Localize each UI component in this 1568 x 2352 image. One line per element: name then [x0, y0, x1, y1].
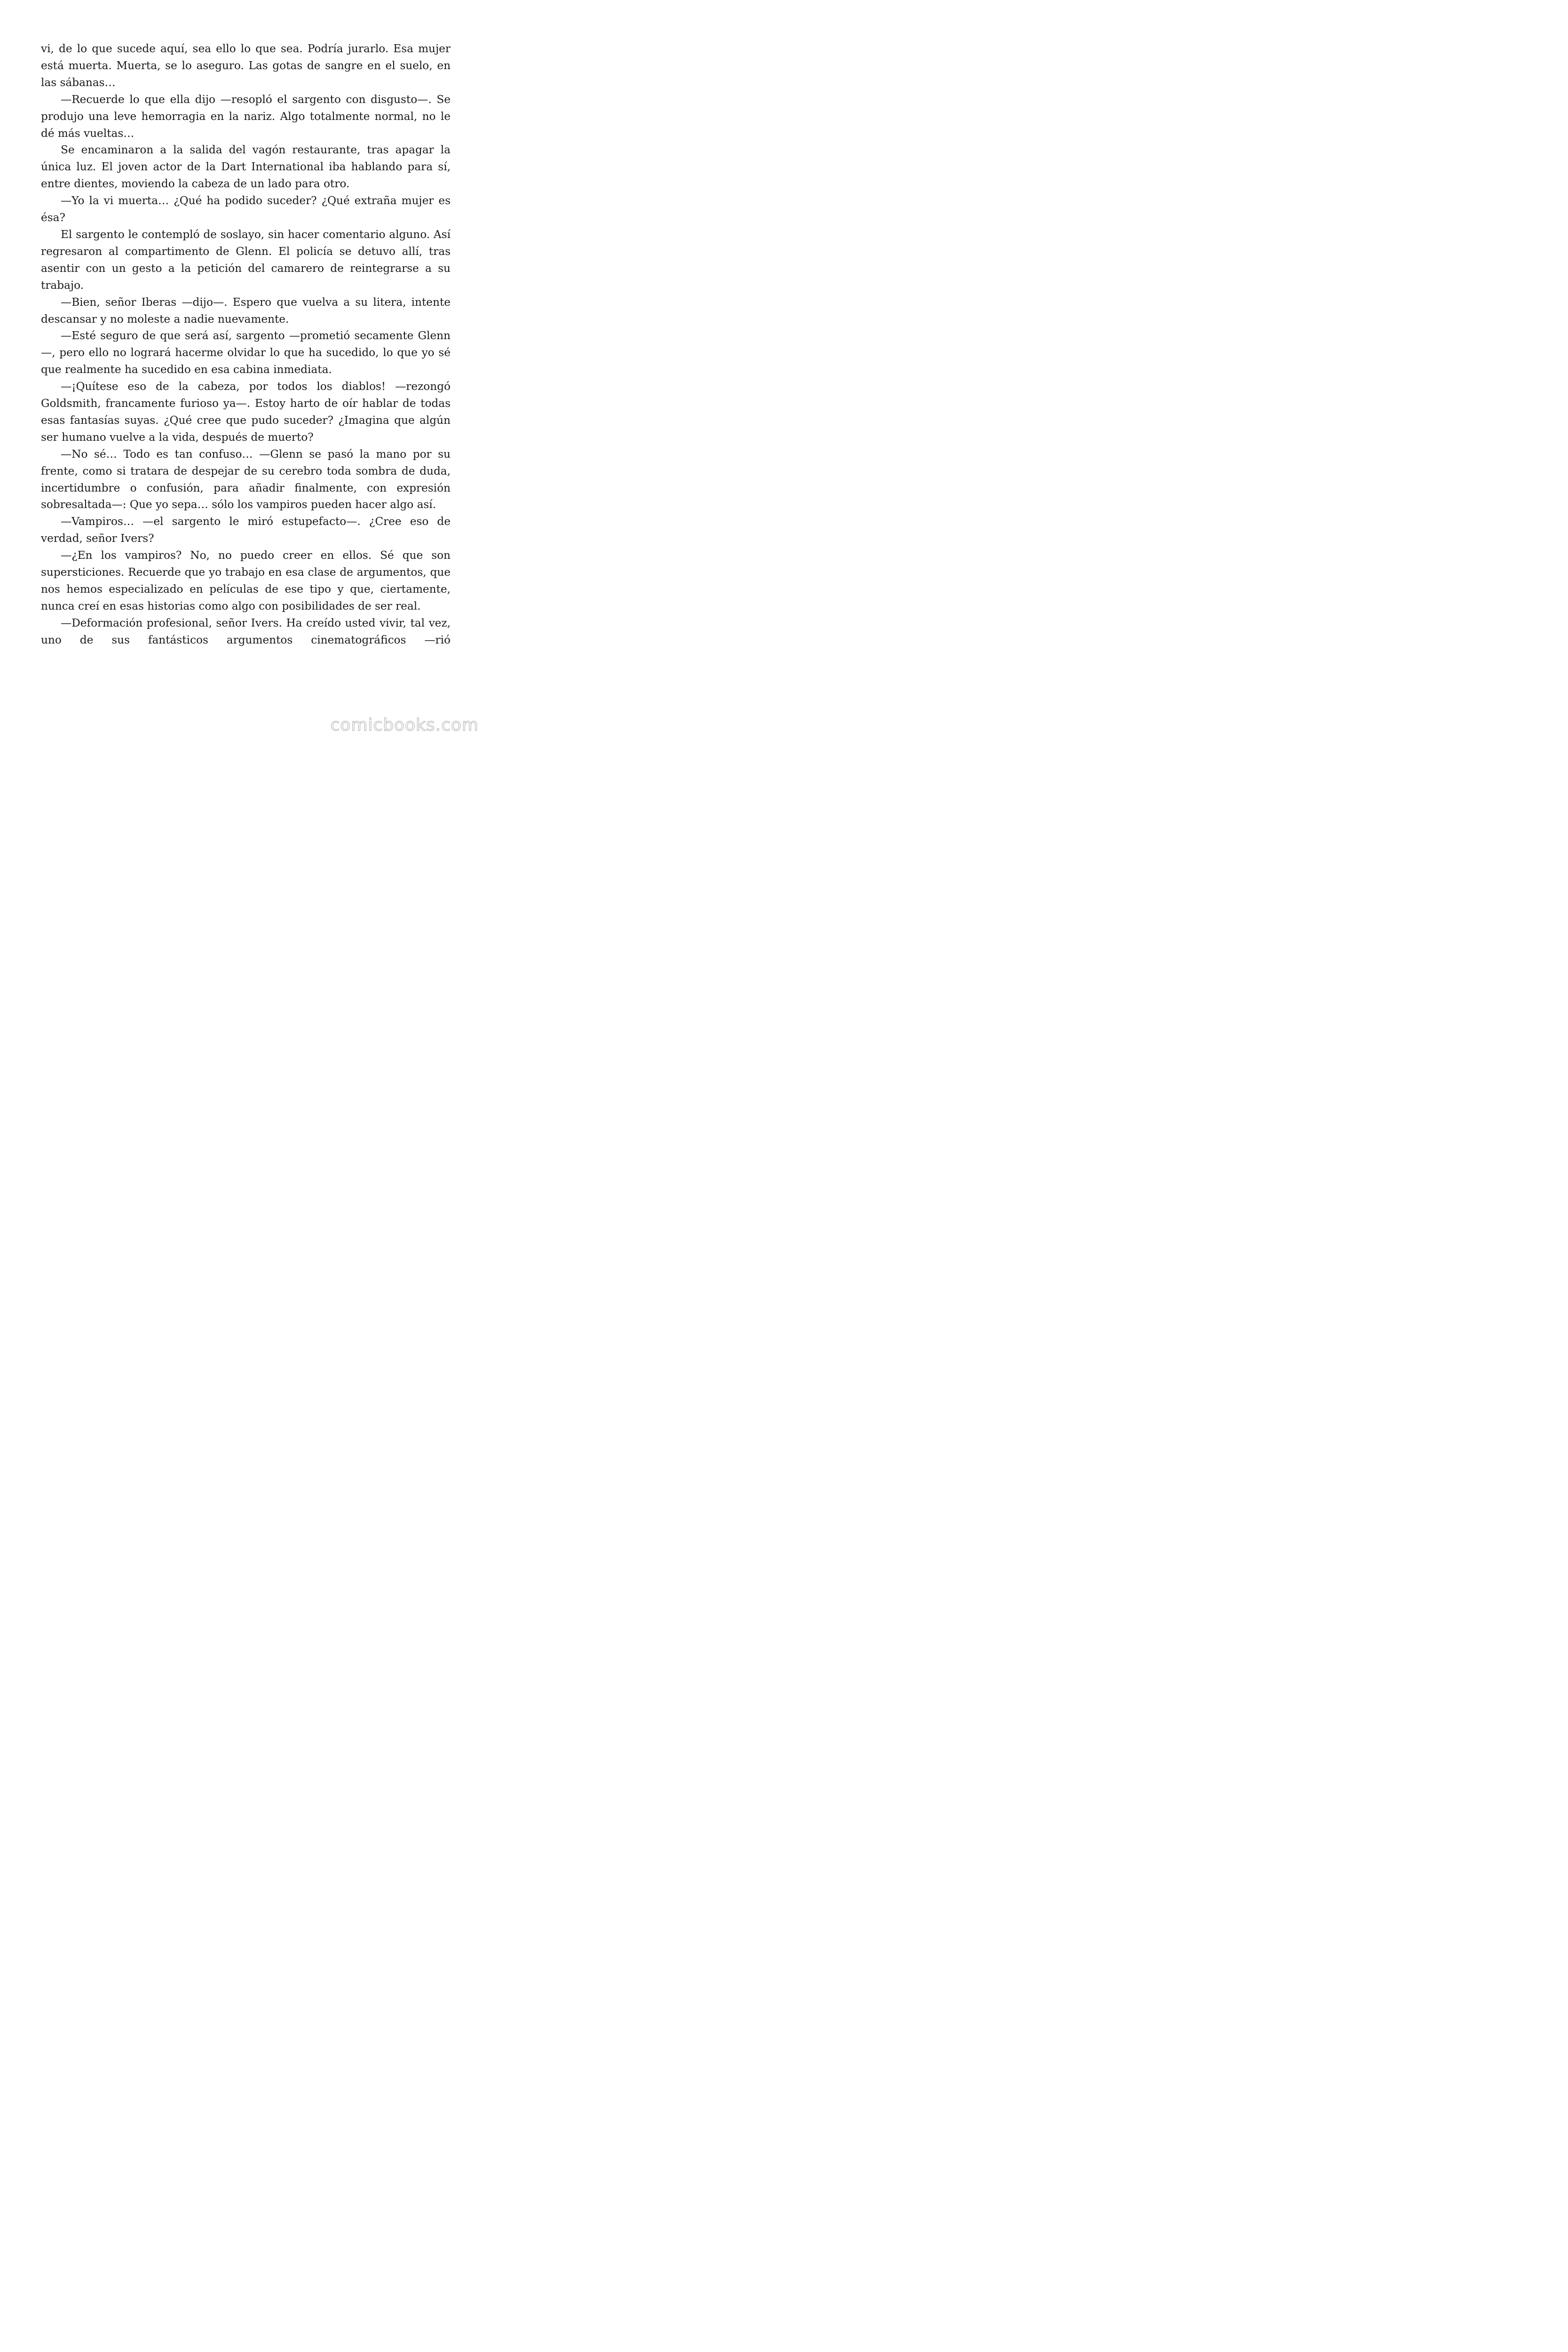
paragraph-10: —Vampiros… —el sargento le miró estupefacto—. ¿Cree eso de verdad, señor Ivers?	[41, 515, 451, 545]
paragraph-12: —Deformación profesional, señor Ivers. Ha creído usted vivir, tal vez, uno de sus fantásticos argumentos cinematográficos —rió	[41, 616, 451, 646]
paragraph-2: —Recuerde lo que ella dijo —resopló el sargento con disgusto—. Se produjo una leve hemorragia en la nariz. Algo totalmente normal, no le dé más vueltas…	[41, 93, 451, 140]
paragraph-1: vi, de lo que sucede aquí, sea ello lo que sea. Podría jurarlo. Esa mujer está muerta. Muerta, se lo aseguro. Las gotas de sangre en el suelo, en las sábanas…	[41, 42, 451, 89]
watermark: comicbooks.com	[330, 715, 479, 735]
paragraph-7: —Esté seguro de que será así, sargento —prometió secamente Glenn—, pero ello no logrará hacerme olvidar lo que ha sucedido, lo que yo sé que realmente ha sucedido en esa cabina inmediata.	[41, 329, 451, 376]
paragraph-11: —¿En los vampiros? No, no puedo creer en ellos. Sé que son supersticiones. Recuerde que yo trabajo en esa clase de argumentos, que nos hemos especializado en películas de ese tipo y que, ciertamente, nunca creí en esas historias como algo con posibilidades de ser real.	[41, 549, 451, 612]
paragraph-8: —¡Quítese eso de la cabeza, por todos los diablos! —rezongó Goldsmith, francamente furioso ya—. Estoy harto de oír hablar de todas esas fantasías suyas. ¿Qué cree que pudo suceder? ¿Imagina que algún ser humano vuelve a la vida, después de muerto?	[41, 380, 451, 444]
paragraph-9: —No sé… Todo es tan confuso… —Glenn se pasó la mano por su frente, como si tratara de despejar de su cerebro toda sombra de duda, incertidumbre o confusión, para añadir finalmente, con expresión sobresaltada—: Que yo sepa… sólo los vampiros pueden hacer algo así.	[41, 447, 451, 511]
paragraph-4: —Yo la vi muerta… ¿Qué ha podido suceder? ¿Qué extraña mujer es ésa?	[41, 194, 451, 224]
paragraph-3: Se encaminaron a la salida del vagón restaurante, tras apagar la única luz. El joven actor de la Dart International iba hablando para sí, entre dientes, moviendo la cabeza de un lado para otro.	[41, 143, 451, 191]
paragraph-5: El sargento le contempló de soslayo, sin hacer comentario alguno. Así regresaron al compartimento de Glenn. El policía se detuvo allí, tras asentir con un gesto a la petición del camarero de reintegrarse a su trabajo.	[41, 228, 451, 292]
page-body-text	[41, 40, 451, 649]
paragraph-6: —Bien, señor Iberas —dijo—. Espero que vuelva a su litera, intente descansar y no moleste a nadie nuevamente.	[41, 295, 451, 326]
